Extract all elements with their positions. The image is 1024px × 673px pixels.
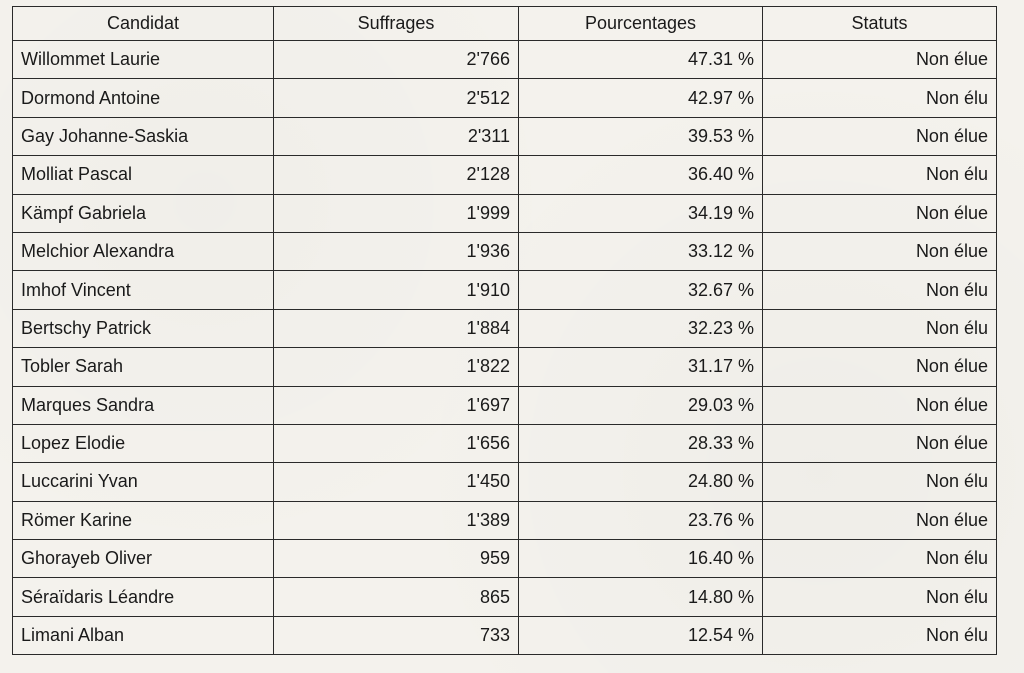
- pct-cell: 28.33 %: [519, 424, 763, 462]
- status-cell: Non élu: [763, 616, 997, 654]
- votes-cell: 1'697: [274, 386, 519, 424]
- pct-cell: 36.40 %: [519, 156, 763, 194]
- status-cell: Non élu: [763, 540, 997, 578]
- votes-cell: 2'766: [274, 41, 519, 79]
- table-row: [13, 41, 997, 79]
- votes-cell: 2'128: [274, 156, 519, 194]
- candidate-name-cell: Marques Sandra: [13, 386, 274, 424]
- votes-cell: 865: [274, 578, 519, 616]
- candidate-name-cell: Römer Karine: [13, 501, 274, 539]
- table-row: [13, 501, 997, 539]
- status-cell: Non élue: [763, 117, 997, 155]
- pct-cell: 34.19 %: [519, 194, 763, 232]
- votes-cell: 959: [274, 540, 519, 578]
- header-suffrages: Suffrages: [274, 7, 519, 41]
- pct-cell: 47.31 %: [519, 41, 763, 79]
- status-cell: Non élue: [763, 501, 997, 539]
- header-row: [13, 7, 997, 41]
- table-row: [13, 79, 997, 117]
- header-statuts: Statuts: [763, 7, 997, 41]
- table-row: [13, 194, 997, 232]
- votes-cell: 1'656: [274, 424, 519, 462]
- status-cell: Non élu: [763, 79, 997, 117]
- status-cell: Non élue: [763, 232, 997, 270]
- candidate-name-cell: Ghorayeb Oliver: [13, 540, 274, 578]
- pct-cell: 42.97 %: [519, 79, 763, 117]
- pct-cell: 12.54 %: [519, 616, 763, 654]
- status-cell: Non élue: [763, 194, 997, 232]
- votes-cell: 1'389: [274, 501, 519, 539]
- table-row: [13, 232, 997, 270]
- votes-cell: 2'512: [274, 79, 519, 117]
- pct-cell: 14.80 %: [519, 578, 763, 616]
- candidate-name-cell: Bertschy Patrick: [13, 309, 274, 347]
- status-cell: Non élu: [763, 463, 997, 501]
- table-row: [13, 578, 997, 616]
- table-row: [13, 424, 997, 462]
- pct-cell: 16.40 %: [519, 540, 763, 578]
- candidate-name-cell: Dormond Antoine: [13, 79, 274, 117]
- header-candidat: Candidat: [13, 7, 274, 41]
- header-pourcentages: Pourcentages: [519, 7, 763, 41]
- votes-cell: 2'311: [274, 117, 519, 155]
- votes-cell: 1'936: [274, 232, 519, 270]
- votes-cell: 1'884: [274, 309, 519, 347]
- table-row: [13, 117, 997, 155]
- status-cell: Non élu: [763, 309, 997, 347]
- table-row: [13, 271, 997, 309]
- table-row: [13, 348, 997, 386]
- votes-cell: 1'822: [274, 348, 519, 386]
- pct-cell: 39.53 %: [519, 117, 763, 155]
- table-row: [13, 540, 997, 578]
- pct-cell: 24.80 %: [519, 463, 763, 501]
- votes-cell: 733: [274, 616, 519, 654]
- candidate-name-cell: Séraïdaris Léandre: [13, 578, 274, 616]
- candidate-name-cell: Luccarini Yvan: [13, 463, 274, 501]
- candidate-name-cell: Tobler Sarah: [13, 348, 274, 386]
- pct-cell: 29.03 %: [519, 386, 763, 424]
- votes-cell: 1'450: [274, 463, 519, 501]
- pct-cell: 23.76 %: [519, 501, 763, 539]
- pct-cell: 31.17 %: [519, 348, 763, 386]
- pct-cell: 32.23 %: [519, 309, 763, 347]
- table-row: [13, 386, 997, 424]
- votes-cell: 1'910: [274, 271, 519, 309]
- table-header: [13, 7, 997, 41]
- table-body: [13, 41, 997, 655]
- status-cell: Non élu: [763, 578, 997, 616]
- status-cell: Non élue: [763, 386, 997, 424]
- candidate-name-cell: Lopez Elodie: [13, 424, 274, 462]
- status-cell: Non élue: [763, 424, 997, 462]
- table-row: [13, 156, 997, 194]
- candidate-name-cell: Melchior Alexandra: [13, 232, 274, 270]
- candidate-name-cell: Limani Alban: [13, 616, 274, 654]
- table-row: [13, 463, 997, 501]
- status-cell: Non élu: [763, 156, 997, 194]
- table-row: [13, 309, 997, 347]
- candidate-name-cell: Kämpf Gabriela: [13, 194, 274, 232]
- candidate-name-cell: Imhof Vincent: [13, 271, 274, 309]
- candidate-name-cell: Molliat Pascal: [13, 156, 274, 194]
- votes-cell: 1'999: [274, 194, 519, 232]
- candidate-name-cell: Willommet Laurie: [13, 41, 274, 79]
- pct-cell: 32.67 %: [519, 271, 763, 309]
- status-cell: Non élue: [763, 41, 997, 79]
- status-cell: Non élu: [763, 271, 997, 309]
- table-row: [13, 616, 997, 654]
- status-cell: Non élue: [763, 348, 997, 386]
- results-table: [12, 6, 997, 655]
- candidate-name-cell: Gay Johanne-Saskia: [13, 117, 274, 155]
- pct-cell: 33.12 %: [519, 232, 763, 270]
